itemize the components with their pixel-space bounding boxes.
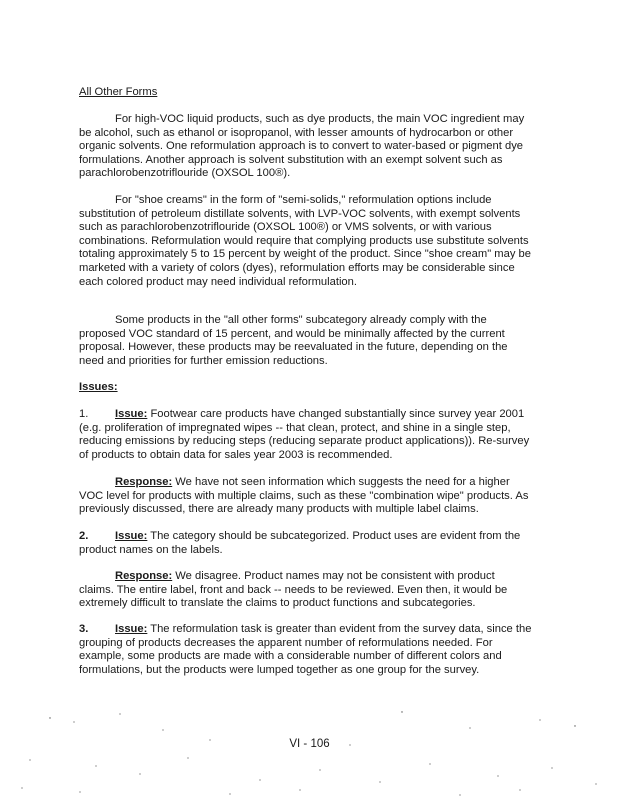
issue-item: [79, 408, 532, 462]
issue-label: Issue:: [115, 408, 148, 420]
issue-text: Footwear care products have changed substantially since survey year 2001 (e.g. proliferation of impregnated wipes -- that clean, protect, and shine in a single step, reducing emissions by reducing steps (reducing separate product applications)). Re-survey of products to obtain data for sales year 2003 is recommended.: [79, 408, 530, 461]
issue-text: The category should be subcategorized. Product uses are evident from the product names on the labels.: [79, 530, 521, 556]
issue-label: Issue:: [115, 530, 148, 542]
response-text: We disagree. Product names may not be consistent with product claims. The entire label, front and back -- needs to be reviewed. Even then, it would be extremely difficult to translate the claims to product functions and subcategories.: [79, 570, 508, 610]
issue-label: Issue:: [115, 623, 148, 635]
issue-number: 3.: [79, 623, 89, 635]
issues-heading-label: Issues:: [79, 381, 118, 393]
paragraph-shoe-creams: For "shoe creams" in the form of "semi-solids," reformulation options include substitution of petroleum distillate solvents, with LVP-VOC solvents, with exempt solvents such as parachlorobenzotriflouride (OXSOL 100®) or VMS solvents, or with various combinations. Reformulation would require that complying products use substitute solvents totaling approximately 5 to 15 percent by weight of the product. Since "shoe cream" may be marketed with a variety of colors (dyes), reformulation efforts may be considerable since each colored product may need individual reformulation.: [79, 194, 531, 288]
issue-item: [79, 623, 532, 677]
response-text: We have not seen information which suggests the need for a higher VOC level for products with multiple claims, such as these "combination wipe" products. As previously discussed, there are already many products with multiple label claims.: [79, 476, 529, 516]
response-label: Response:: [115, 476, 173, 488]
issue-text: The reformulation task is greater than evident from the survey data, since the grouping of products decreases the apparent number of reformulations needed. For example, some products are made with a considerable number of different colors and formulations, but the products were lumped together as one group for the survey.: [79, 623, 532, 676]
issues-heading: [79, 381, 532, 395]
response-label: Response:: [115, 570, 173, 582]
issue-number: 2.: [79, 530, 89, 542]
issue-number: 1.: [79, 408, 89, 420]
response-item: [79, 570, 532, 611]
paragraph-all-other-forms: Some products in the "all other forms" subcategory already comply with the proposed VOC standard of 15 percent, and would be minimally affected by the current proposal. However, these products may be reevaluated in the future, depending on the need and priorities for further emission reductions.: [79, 314, 508, 367]
page-number: VI - 106: [289, 738, 330, 750]
response-item: [79, 476, 532, 517]
section-heading: All Other Forms: [79, 86, 158, 98]
issue-item: [79, 530, 532, 557]
paragraph-liquid-products: For high-VOC liquid products, such as dye products, the main VOC ingredient may be alcohol, such as ethanol or isopropanol, with lesser amounts of hydrocarbon or other organic solvents. One reformulation approach is to convert to water-based or pigment dye formulations. Another approach is solvent substitution with an exempt solvent such as parachlorobenzotriflouride (OXSOL 100®).: [79, 113, 525, 180]
